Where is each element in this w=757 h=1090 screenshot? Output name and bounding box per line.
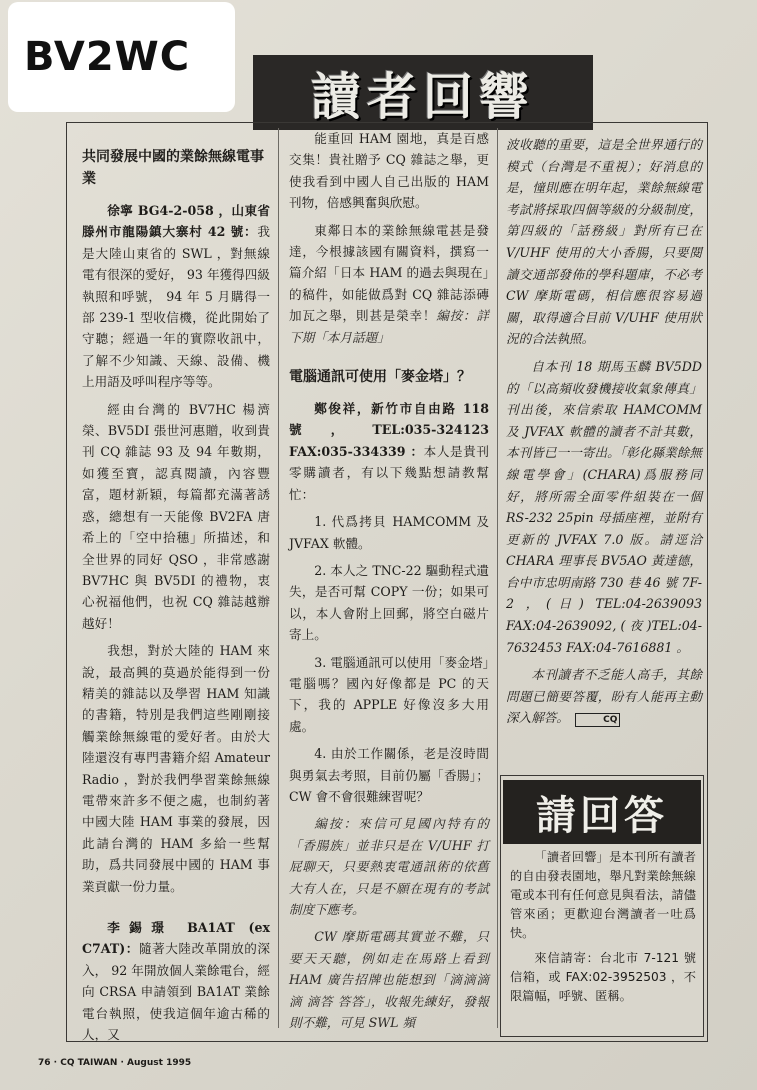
question-item: 2. 本人之 TNC-22 驅動程式遺失，是否可幫 COPY 一份；如果可以，本人會附上回郵，將空白磁片寄上。 bbox=[289, 562, 489, 643]
reply-box-header bbox=[503, 780, 701, 844]
reply-box-title: 請回答 bbox=[536, 791, 668, 839]
question-item: 4. 由於工作關係，老是沒時間與勇氣去考照，目前仍屬「香腸」；CW 會不會很難練習呢？ bbox=[289, 746, 489, 804]
question-item: 3. 電腦通訊可以使用「麥金塔」電腦嗎？國內好像都是 PC 的天下，我的 APPLE 好像沒多大用處。 bbox=[289, 654, 489, 734]
letter-text: 我是大陸山東省的 SWL ，對無線電有很深的愛好， 93 年獲得四級執照和呼號， 94 年 5 月購得一部 239-1 型收信機，從此開始了守聽；經過一年的實際收訊中，了解不少知識、天線、設備、機上用語及呼叫程序等等。 bbox=[82, 224, 270, 390]
column-2 bbox=[289, 128, 489, 1039]
editor-note: CW 摩斯電碼其實並不難，只要天天聽，例如走在馬路上看到 HAM 廣告招牌也能想到「滴滴滴滴 滴答 答答」，收報先練好，發報則不難，可見 SWL 頻 bbox=[289, 929, 489, 1031]
letter-paragraph bbox=[82, 200, 270, 393]
callsign-badge bbox=[8, 2, 235, 112]
letter-paragraph: 我想，對於大陸的 HAM 來說，最高興的莫過於能得到一份精美的雜誌以及學習 HAM 知識的書籍，特別是我們這些剛剛接觸業餘無線電的愛好者。由於大陸還沒有專門書籍介紹 Amateur Radio ，對於我們學習業餘無線電帶來許多不便之處，也制約著中國大陸 HAM 事業的發展，因此請台灣的 HAM 多給一些幫助，爲共同發展中國的 HAM 事業貢獻一份力量。 bbox=[82, 643, 270, 894]
letter-text: 東鄰日本的業餘無線電甚是發達，今根據該國有關資料，撰寫一篇介紹「日本 HAM 的過去與現在」的稿件，如能做爲對 CQ 雜誌添磚加瓦之舉，則甚是榮幸！ bbox=[289, 222, 489, 324]
reply-box-paragraph: 「讀者回響」是本刊所有讀者的自由發表園地，舉凡對業餘無線電或本刊有任何意見與看法，請儘管來函；更歡迎台灣讀者一吐爲快。 bbox=[510, 850, 696, 940]
letter-paragraph bbox=[82, 917, 270, 1045]
letter-author: 徐寧 BG4-2-058 ，山東省滕州市龍陽鎮大寨村 42 號： bbox=[82, 203, 270, 240]
letter-text: 隨著大陸改革開放的深入， 92 年開放個人業餘電台，經向 CRSA 申請領到 BA1AT 業餘電台執照，使我這個年逾古稀的人，又 bbox=[82, 941, 271, 1043]
callsign-badge-text: BV2WC bbox=[24, 34, 191, 80]
letter-author: 鄭俊祥，新竹市自由路 118 號，TEL:035-324123 FAX:035-334339 ： bbox=[289, 401, 489, 459]
column-1 bbox=[82, 128, 270, 1055]
column-divider bbox=[497, 128, 498, 1028]
letter-paragraph: 經由台灣的 BV7HC 楊濟榮、BV5DI 張世河惠贈，收到貴刊 CQ 雜誌 93 及 94 年數期，如獲至寶，認真閱讀，內容豐富，題材新穎，每篇都充滿著誘惑，總想有一天能像 BV2FA 唐希上的「空中拾穗」所描述，和全世界的同好 QSO ，非常感謝 BV7HC 與 BV5DI 的禮物，衷心祝福他們，也祝 CQ 雜誌越辦越好！ bbox=[82, 401, 270, 631]
editor-note bbox=[506, 664, 702, 729]
letter-paragraph bbox=[289, 398, 489, 505]
editor-note-text: 本刊讀者不乏能人高手，其餘問題已簡要答覆，盼有人能再主動深入解答。 bbox=[506, 667, 702, 726]
editor-note: 波收聽的重要，這是全世界通行的模式（台灣是不重視）；好消息的是，憧則應在明年起，業餘無線電考試將採取四個等級的分級制度，第四級的「話務級」對所有已在 V/UHF 使用的大小香腸，只要閱讀交通部發佈的學科題庫，不必考 CW 摩斯電碼，相信應很容易過關，取得適合目前 V/UHF 使用狀況的合法執照。 bbox=[506, 137, 702, 347]
reply-box-paragraph: 來信請寄：台北市 7-121 號信箱，或 FAX:02-3952503 ，不限篇幅，呼號、匿稱。 bbox=[510, 951, 696, 1003]
section-header bbox=[253, 55, 593, 130]
cq-end-mark: CQ bbox=[575, 713, 620, 727]
letter-author: 李錫璟 BA1AT (ex C7AT)： bbox=[82, 920, 270, 957]
letter-paragraph: 能重回 HAM 園地，真是百感交集！貴社贈予 CQ 雜誌之舉，更使我看到中國人自己出版的 HAM 刊物，倍感興奮與欣慰。 bbox=[289, 131, 489, 211]
article-title: 共同發展中國的業餘無線電事業 bbox=[82, 149, 264, 187]
editor-note: 編按：詳下期「本月話題」 bbox=[289, 308, 490, 345]
column-3 bbox=[506, 134, 702, 735]
section-header-title: 讀者回響 bbox=[311, 66, 535, 126]
reply-box-body bbox=[510, 848, 696, 1012]
page-footer: 76 · CQ TAIWAN · August 1995 bbox=[38, 1058, 192, 1068]
editor-note: 編按：來信可見國內特有的「香腸族」並非只是在 V/UHF 打屁聊天，只要熱衷電通訊術的依舊大有人在，只是不願在現有的考試制度下應考。 bbox=[289, 816, 489, 917]
letter-paragraph bbox=[289, 220, 489, 348]
column-divider bbox=[278, 128, 279, 1028]
article-title: 電腦通訊可使用「麥金塔」？ bbox=[289, 369, 471, 386]
letter-text: 本人是貴刊零購讀者，有以下幾點想請教幫忙： bbox=[289, 443, 489, 502]
editor-note: 自本刊 18 期馬玉麟 BV5DD 的「以高頻收發機接收氣象傳真」刊出後，來信索取 HAMCOMM 及 JVFAX 軟體的讀者不計其數，本刊皆已一一寄出。「彰化縣業餘無線電學會」(CHARA)爲服務同好，將所需全面零件組裝在一個 RS-232 25pin 母插座裡，並附有更新的 JVFAX 7.0 版。請逕洽 CHARA 理事長 BV5AO 黃達德，台中市忠明南路 730 巷 46 號 7F-2 ，(日) TEL:04-2639093 FAX:04-2639092, ( 夜 )TEL:04-7632453 FAX:04-7616881 。 bbox=[506, 358, 702, 655]
question-item: 1. 代爲拷貝 HAMCOMM 及 JVFAX 軟體。 bbox=[289, 514, 489, 551]
